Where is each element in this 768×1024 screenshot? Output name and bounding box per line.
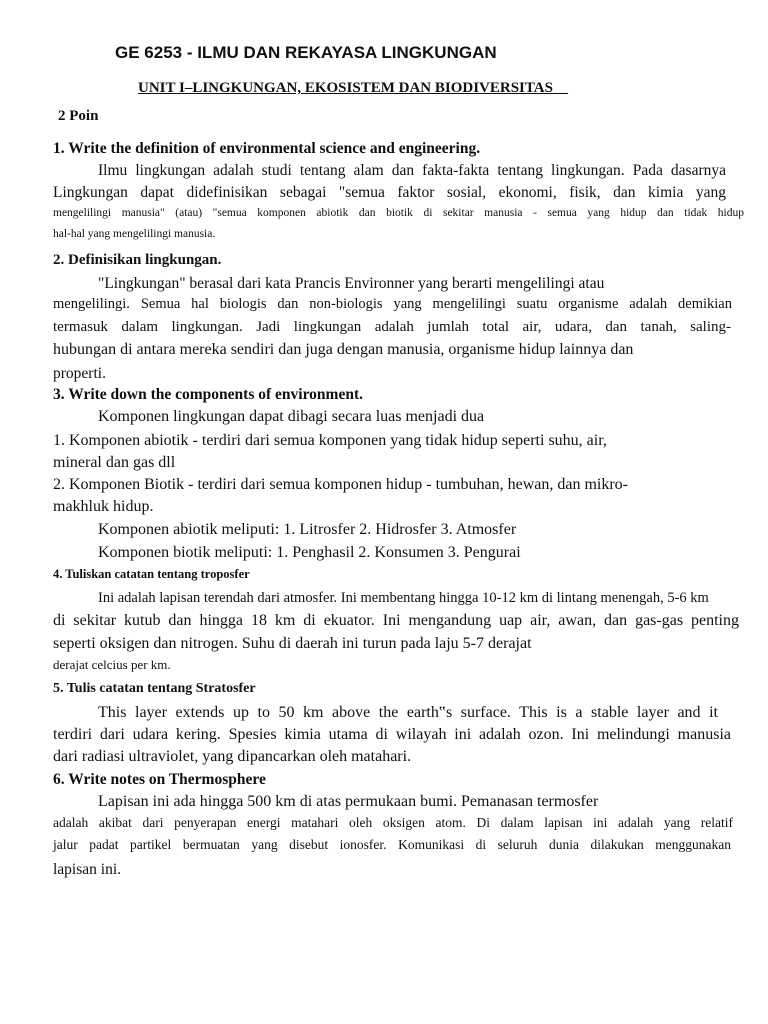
- q6-line-1: Lapisan ini ada hingga 500 km di atas permukaan bumi. Pemanasan termosfer: [98, 793, 599, 810]
- q1-line-4: hal-hal yang mengelilingi manusia.: [53, 228, 216, 240]
- q2-line-3: termasuk dalam lingkungan. Jadi lingkungan adalah jumlah total air, udara, dan tanah, saling-: [53, 319, 731, 335]
- q3-line-2: 1. Komponen abiotik - terdiri dari semua komponen yang tidak hidup seperti suhu, air,: [53, 432, 607, 449]
- q3-line-5: makhluk hidup.: [53, 498, 154, 515]
- q1-line-1: Ilmu lingkungan adalah studi tentang alam dan fakta-fakta tentang lingkungan. Pada dasarnya: [98, 162, 726, 179]
- q4-line-2: di sekitar kutub dan hingga 18 km di ekuator. Ini mengandung uap air, awan, dan gas-gas penting: [53, 612, 739, 629]
- q3-line-7: Komponen biotik meliputi: 1. Penghasil 2. Konsumen 3. Pengurai: [98, 544, 521, 561]
- q5-line-1: This layer extends up to 50 km above the earth‟s surface. This is a stable layer and it: [98, 704, 718, 721]
- q4-line-4: derajat celcius per km.: [53, 657, 171, 672]
- q5-line-2: terdiri dari udara kering. Spesies kimia utama di wilayah ini adalah ozon. Ini melindungi manusia: [53, 726, 731, 743]
- q6-line-4: lapisan ini.: [53, 861, 122, 878]
- q2-line-5: properti.: [53, 365, 106, 382]
- q5-line-3: dari radiasi ultraviolet, yang dipancarkan oleh matahari.: [53, 748, 412, 765]
- q4-line-3: seperti oksigen dan nitrogen. Suhu di daerah ini turun pada laju 5-7 derajat: [53, 635, 532, 652]
- points-label: 2 Poin: [58, 108, 99, 124]
- q2-line-2: mengelilingi. Semua hal biologis dan non-biologis yang mengelilingi suatu organisme adalah demikian: [53, 296, 732, 312]
- q2-heading: 2. Definisikan lingkungan.: [53, 252, 222, 268]
- q6-line-3: jalur padat partikel bermuatan yang disebut ionosfer. Komunikasi di seluruh dunia dilakukan menggunakan: [53, 837, 731, 852]
- q4-heading: 4. Tuliskan catatan tentang troposfer: [53, 567, 250, 581]
- q2-line-1: "Lingkungan" berasal dari kata Prancis Environner yang berarti mengelilingi atau: [98, 275, 605, 292]
- q3-line-1: Komponen lingkungan dapat dibagi secara luas menjadi dua: [98, 408, 485, 425]
- q3-heading: 3. Write down the components of environment.: [53, 386, 363, 403]
- q5-heading: 5. Tulis catatan tentang Stratosfer: [53, 681, 256, 696]
- q1-heading: 1. Write the definition of environmental science and engineering.: [53, 140, 481, 157]
- q6-line-2: adalah akibat dari penyerapan energi matahari oleh oksigen atom. Di dalam lapisan ini adalah yang relatif: [53, 815, 733, 830]
- q3-line-4: 2. Komponen Biotik - terdiri dari semua komponen hidup - tumbuhan, hewan, dan mikro-: [53, 476, 628, 493]
- unit-title: UNIT I–LINGKUNGAN, EKOSISTEM DAN BIODIVERSITAS__: [138, 80, 568, 96]
- q3-line-6: Komponen abiotik meliputi: 1. Litrosfer 2. Hidrosfer 3. Atmosfer: [98, 521, 517, 538]
- course-title: GE 6253 - ILMU DAN REKAYASA LINGKUNGAN: [115, 43, 497, 62]
- q1-line-3: mengelilingi manusia" (atau) "semua komponen abiotik dan biotik di sekitar manusia - semua yang hidup dan tidak hidup: [53, 207, 744, 219]
- q1-line-2: Lingkungan dapat didefinisikan sebagai "semua faktor sosial, ekonomi, fisik, dan kimia yang: [53, 184, 726, 201]
- q3-line-3: mineral dan gas dll: [53, 454, 176, 471]
- q6-heading: 6. Write notes on Thermosphere: [53, 771, 266, 788]
- q4-line-1: Ini adalah lapisan terendah dari atmosfer. Ini membentang hingga 10-12 km di lintang menengah, 5-6 km: [98, 590, 709, 606]
- q2-line-4: hubungan di antara mereka sendiri dan juga dengan manusia, organisme hidup lainnya dan: [53, 341, 634, 358]
